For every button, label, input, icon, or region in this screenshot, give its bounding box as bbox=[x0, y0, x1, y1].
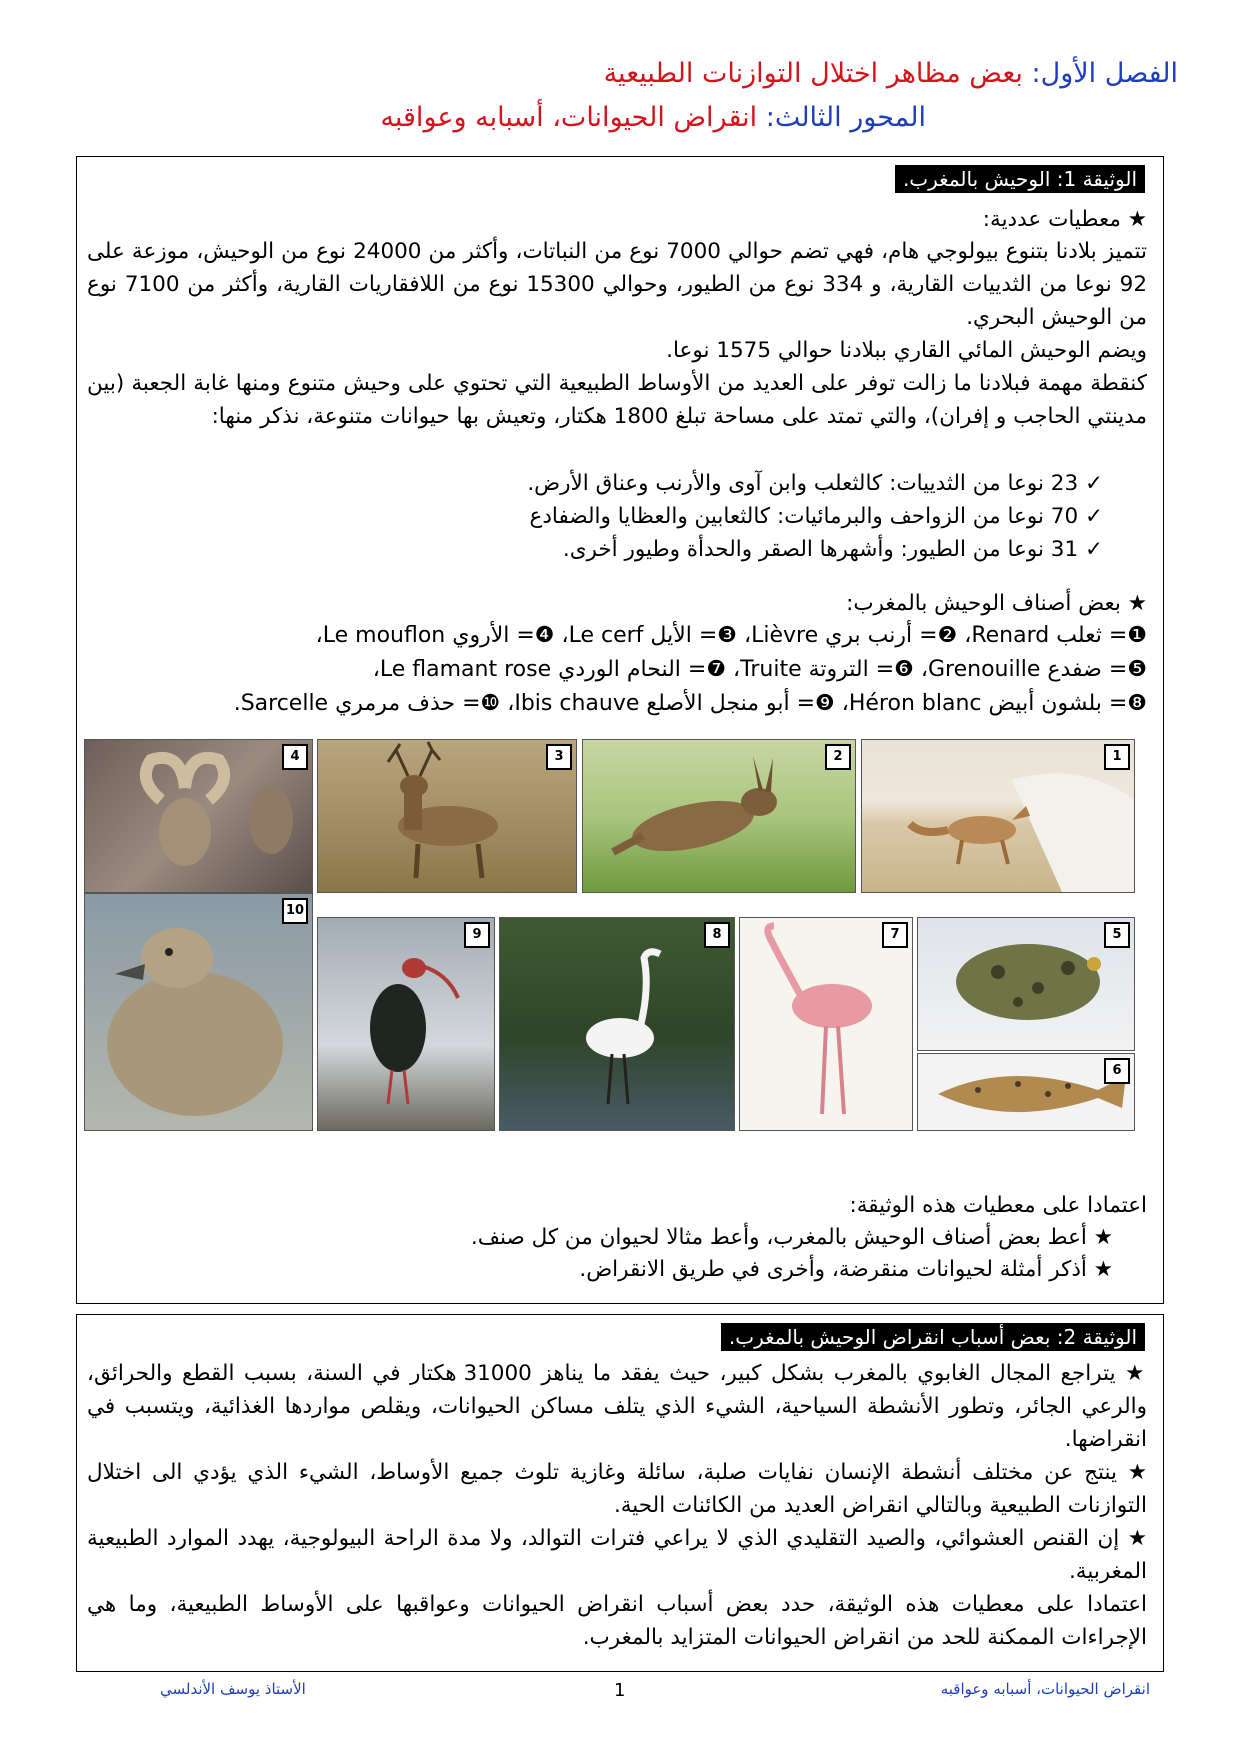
doc2-title: الوثيقة 2: بعض أسباب انقراض الوحيش بالمغرب. bbox=[721, 1323, 1145, 1351]
doc1-paragraph-1: تتميز بلادنا بتنوع بيولوجي هام، فهي تضم حوالي 7000 نوع من النباتات، وأكثر من 24000 نوع من الوحيش، موزعة على 92 نوعا من الثدييات القارية، و 334 نوع من الطيور، وحوالي 15300 نوع من اللافقاريات القارية، وأكثر من 7100 نوع من الوحيش البحري. bbox=[87, 239, 1148, 330]
fox-icon bbox=[862, 740, 1134, 892]
deer-icon bbox=[318, 740, 576, 892]
axis-label: المحور الثالث: bbox=[765, 102, 926, 133]
hare-photo bbox=[582, 739, 856, 893]
ibis-icon bbox=[318, 918, 494, 1130]
axis-heading bbox=[380, 102, 926, 133]
question-item: ★ أذكر أمثلة لحيوانات منقرضة، وأخرى في طريق الانقراض. bbox=[579, 1257, 1113, 1282]
trout-photo bbox=[917, 1053, 1135, 1131]
doc1-paragraph-2: ويضم الوحيش المائي القاري ببلادنا حوالي 1575 نوعا. bbox=[666, 338, 1147, 363]
photo-badge: 9 bbox=[464, 922, 490, 948]
document-2 bbox=[76, 1314, 1164, 1672]
checklist-item: ✓ 23 نوعا من الثدييات: كالثعلب وابن آوى والأرنب وعناق الأرض. bbox=[527, 471, 1103, 496]
deer-photo bbox=[317, 739, 577, 893]
chapter-label: الفصل الأول: bbox=[1031, 58, 1178, 89]
chapter-heading bbox=[604, 58, 1178, 89]
flamingo-icon bbox=[740, 918, 912, 1130]
duck-icon bbox=[85, 894, 312, 1130]
hare-icon bbox=[583, 740, 855, 892]
mouflon-icon bbox=[85, 740, 312, 892]
doc2-paragraph-3: ★ إن القنص العشوائي، والصيد التقليدي الذي لا يراعي فترات التوالد، ولا مدة الراحة البيولوجية، يهدد الموارد الطبيعية المغربية. bbox=[87, 1526, 1147, 1584]
ibis-photo bbox=[317, 917, 495, 1131]
photo-badge: 3 bbox=[546, 744, 572, 770]
doc2-paragraph-4: اعتمادا على معطيات هذه الوثيقة، حدد بعض أسباب انقراض الحيوانات وعواقبها على الأوساط الطبيعية، وما هي الإجراءات الممكنة للحد من انقراض الحيوانات المتزايد بالمغرب. bbox=[87, 1592, 1147, 1650]
doc2-paragraph-2: ★ ينتج عن مختلف أنشطة الإنسان نفايات صلبة، سائلة وغازية تلوث جميع الأوساط، الشيء الذي يؤدي الى اختلال التوازنات الطبيعية وبالتالي انقراض العديد من الكائنات الحية. bbox=[87, 1460, 1147, 1518]
photo-badge: 6 bbox=[1104, 1058, 1130, 1084]
footer-author: الأستاذ يوسف الأندلسي bbox=[160, 1680, 306, 1698]
flamingo-photo bbox=[739, 917, 913, 1131]
egret-photo bbox=[499, 917, 735, 1131]
photo-badge: 10 bbox=[282, 898, 308, 924]
doc1-paragraph-3: كنقطة مهمة فبلادنا ما زالت توفر على العديد من الأوساط الطبيعية التي تحتوي على وحيش متنوع ومنها غابة الجعبة (بين مدينتي الحاجب و إفران)، والتي تمتد على مساحة تبلغ 1800 هكتار، وتعيش بها حيوانات متنوعة، نذكر منها: bbox=[87, 371, 1147, 429]
species-line: ❽= بلشون أبيض Héron blanc، ❾= أبو منجل الأصلع Ibis chauve، ❿= حذف مرمري Sarcelle. bbox=[233, 691, 1147, 716]
doc1-title: الوثيقة 1: الوحيش بالمغرب. bbox=[895, 165, 1145, 193]
species-heading: ★ بعض أصناف الوحيش بالمغرب: bbox=[846, 591, 1147, 616]
questions-intro: اعتمادا على معطيات هذه الوثيقة: bbox=[849, 1193, 1147, 1218]
egret-icon bbox=[500, 918, 734, 1130]
mouflon-photo bbox=[84, 739, 313, 893]
photo-badge: 8 bbox=[704, 922, 730, 948]
axis-title: انقراض الحيوانات، أسبابه وعواقبه bbox=[380, 102, 758, 133]
photo-badge: 1 bbox=[1104, 744, 1130, 770]
chapter-title: بعض مظاهر اختلال التوازنات الطبيعية bbox=[603, 58, 1023, 89]
checklist-item: ✓ 70 نوعا من الزواحف والبرمائيات: كالثعابين والعظايا والضفادع bbox=[529, 504, 1103, 529]
fox-photo bbox=[861, 739, 1135, 893]
photo-badge: 5 bbox=[1104, 922, 1130, 948]
species-line: ❺= ضفدع Grenouille، ❻= التروتة Truite، ❼= النحام الوردي Le flamant rose، bbox=[372, 657, 1147, 682]
question-item: ★ أعط بعض أصناف الوحيش بالمغرب، وأعط مثالا لحيوان من كل صنف. bbox=[470, 1225, 1113, 1250]
stats-heading: ★ معطيات عددية: bbox=[982, 207, 1147, 232]
footer-topic: انقراض الحيوانات، أسبابه وعواقبه bbox=[940, 1680, 1150, 1698]
photo-badge: 7 bbox=[882, 922, 908, 948]
frog-icon bbox=[918, 918, 1134, 1050]
photo-badge: 2 bbox=[825, 744, 851, 770]
checklist-item: ✓ 31 نوعا من الطيور: وأشهرها الصقر والحدأة وطيور أخرى. bbox=[562, 537, 1103, 562]
duck-photo bbox=[84, 893, 313, 1131]
doc2-paragraph-1: ★ يتراجع المجال الغابوي بالمغرب بشكل كبير، حيث يفقد ما يناهز 31000 هكتار في السنة، بسبب القطع والحرائق، والرعي الجائر، وتطور الأنشطة السياحية، الشيء الذي يتلف مساكن الحيوانات، ويقلص مواردها الغذائية، ويتسبب في انقراضها. bbox=[87, 1361, 1147, 1452]
frog-photo bbox=[917, 917, 1135, 1051]
photo-badge: 4 bbox=[282, 744, 308, 770]
species-line: ❶= ثعلب Renard، ❷= أرنب بري Lièvre، ❸= الأيل Le cerf، ❹= الأروي Le mouflon، bbox=[315, 623, 1147, 648]
trout-icon bbox=[918, 1054, 1134, 1130]
document-1 bbox=[76, 156, 1164, 1304]
page-number: 1 bbox=[614, 1680, 626, 1701]
